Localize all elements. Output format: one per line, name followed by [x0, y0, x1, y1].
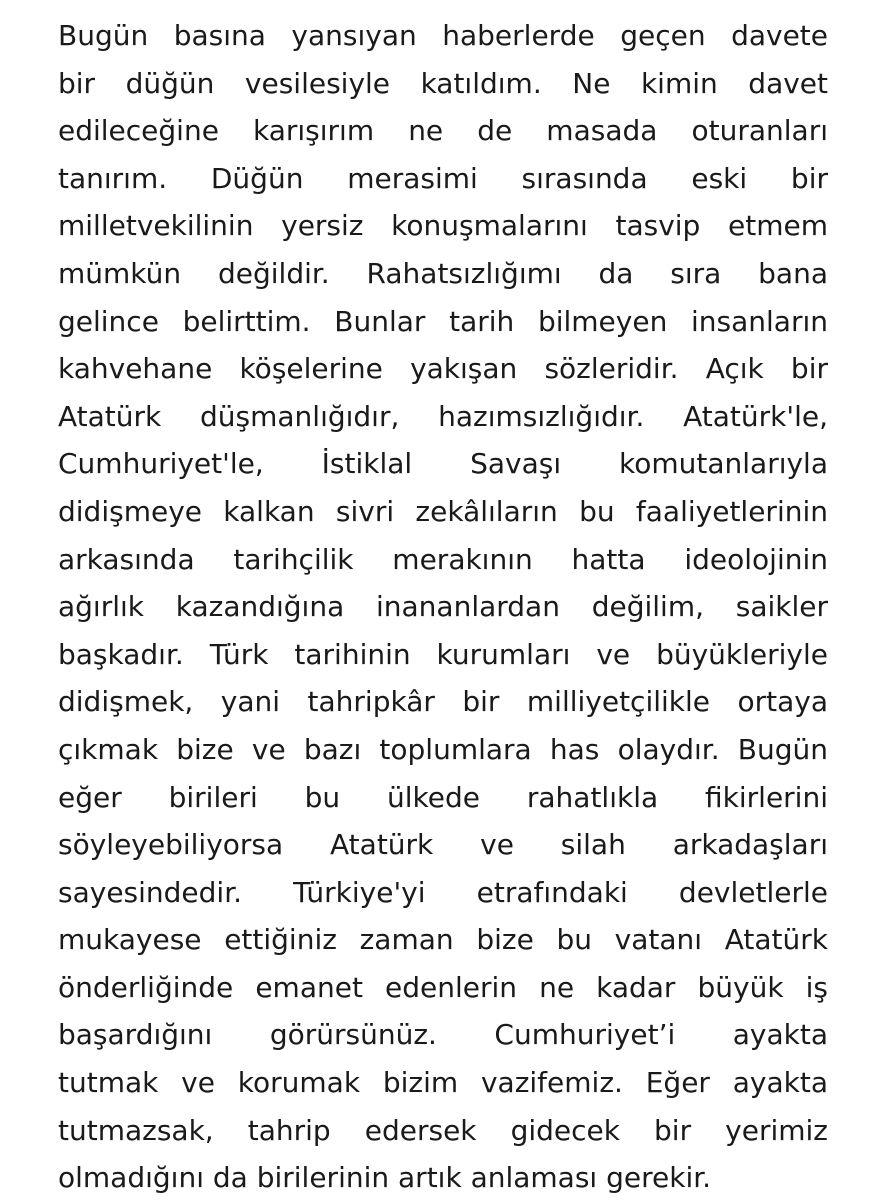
- text-line: mukayese ettiğiniz zaman bize bu vatanı Atatürk: [58, 923, 828, 957]
- statement-text: [58, 12, 828, 1202]
- text-line: didişmek, yani tahripkâr bir milliyetçilikle ortaya: [58, 685, 828, 719]
- text-line: çıkmak bize ve bazı toplumlara has olaydır. Bugün: [58, 732, 828, 766]
- text-line: edileceğine karışırım ne de masada oturanları: [58, 114, 828, 148]
- text-line: didişmeye kalkan sivri zekâlıların bu faaliyetlerinin: [58, 494, 828, 528]
- text-line: gelince belirttim. Bunlar tarih bilmeyen insanların: [58, 304, 828, 338]
- text-line: olmadığını da birilerinin artık anlaması gerekir.: [58, 1161, 712, 1195]
- text-line: tutmazsak, tahrip edersek gidecek bir yerimiz: [58, 1113, 828, 1147]
- text-line: önderliğinde emanet edenlerin ne kadar büyük iş: [58, 970, 828, 1004]
- text-line: tanırım. Düğün merasimi sırasında eski bir: [58, 161, 828, 195]
- text-line: Atatürk düşmanlığıdır, hazımsızlığıdır. Atatürk'le,: [58, 399, 828, 433]
- text-line: kahvehane köşelerine yakışan sözleridir. Açık bir: [58, 352, 828, 386]
- text-line: Cumhuriyet'le, İstiklal Savaşı komutanlarıyla: [58, 447, 828, 481]
- text-line: bir düğün vesilesiyle katıldım. Ne kimin davet: [58, 66, 828, 100]
- text-line: başardığını görürsünüz. Cumhuriyet’i ayakta: [58, 1018, 828, 1052]
- text-line: mümkün değildir. Rahatsızlığımı da sıra bana: [58, 256, 828, 290]
- text-line: ağırlık kazandığına inananlardan değilim, saikler: [58, 590, 828, 624]
- text-line: başkadır. Türk tarihinin kurumları ve büyükleriyle: [58, 637, 828, 671]
- text-line: arkasında tarihçilik merakının hatta ideolojinin: [58, 542, 828, 576]
- text-line: söyleyebiliyorsa Atatürk ve silah arkadaşları: [58, 828, 828, 862]
- text-line: Bugün basına yansıyan haberlerde geçen davete: [58, 19, 828, 52]
- text-line: eğer birileri bu ülkede rahatlıkla fikirlerini: [58, 780, 828, 814]
- text-line: tutmak ve korumak bizim vazifemiz. Eğer ayakta: [58, 1066, 828, 1100]
- text-line: milletvekilinin yersiz konuşmalarını tasvip etmem: [58, 209, 828, 243]
- text-line: sayesindedir. Türkiye'yi etrafındaki devletlerle: [58, 875, 828, 909]
